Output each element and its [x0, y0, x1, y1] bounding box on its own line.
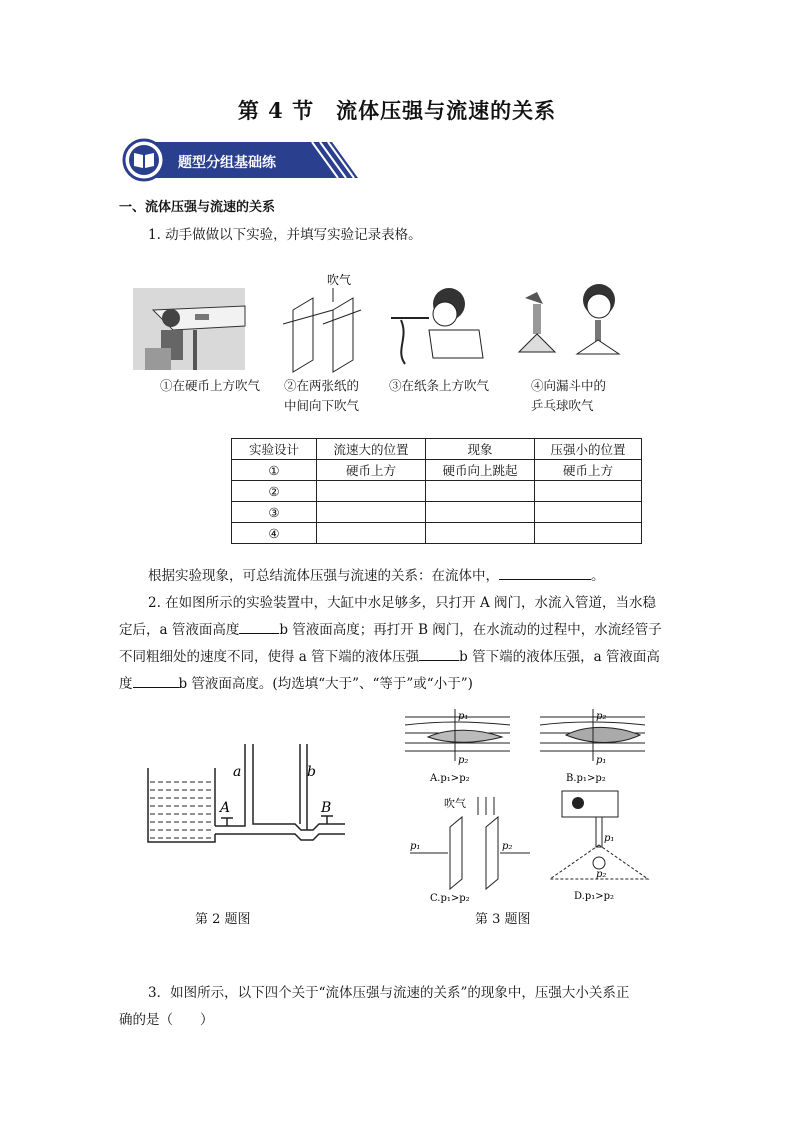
table-header: 压强小的位置 [535, 439, 642, 460]
answer-blank[interactable] [133, 673, 179, 688]
question-2-line1: 2. 在如图所示的实验装置中，大缸中水足够多，只打开 A 阀门，水流入管道，当水稳 [148, 595, 657, 611]
table-row [232, 502, 642, 523]
table-header: 实验设计 [232, 439, 317, 460]
tube-b-label: b [307, 764, 316, 780]
figure-3-caption: 第 3 题图 [475, 912, 531, 927]
table-cell[interactable] [535, 502, 642, 523]
table-header: 现象 [426, 439, 535, 460]
p-label: p₂ [458, 755, 469, 766]
banner-label: 题型分组基础练 [178, 155, 276, 171]
table-cell[interactable] [426, 502, 535, 523]
experiment-table [231, 438, 642, 544]
table-header-row [232, 439, 642, 460]
experiment-illustrations [133, 268, 653, 373]
caption-4-line2: 乒乓球吹气 [531, 398, 594, 413]
panel-b-label: B.p₁>p₂ [566, 773, 606, 784]
p-label: p₁ [604, 833, 615, 844]
figure-3-panels [400, 703, 650, 908]
question-2-line3 [119, 644, 679, 671]
question-3-line2: 确的是（ ） [119, 1012, 214, 1028]
section-heading: 一、流体压强与流速的关系 [119, 200, 276, 215]
caption-4-line1: ④向漏斗中的 [531, 378, 607, 393]
table-row [232, 481, 642, 502]
question-1-text: 1. 动手做做以下实验，并填写实验记录表格。 [148, 227, 422, 243]
page-title: 第 4 节 流体压强与流速的关系 [237, 98, 557, 123]
panel-a-label: A.p₁>p₂ [430, 773, 470, 784]
blow-label: 吹气 [444, 797, 466, 810]
p-label: p₂ [502, 841, 513, 852]
table-row [232, 460, 642, 481]
q2-text: b 管液面高度；再打开 B 阀门，在水流动的过程中，水流经管子 [279, 622, 662, 638]
table-cell[interactable] [426, 481, 535, 502]
q2-text: 定后，a 管液面高度 [119, 622, 240, 638]
table-cell: ② [232, 481, 317, 502]
panel-d-funnel [550, 791, 648, 902]
q2-text: 度 [119, 676, 133, 692]
question-3-line1: 3．如图所示，以下四个关于“流体压强与流速的关系”的现象中，压强大小关系正 [148, 985, 630, 1001]
table-cell[interactable]: 硬币上方 [317, 460, 426, 481]
p-label: p₁ [458, 711, 469, 722]
valve-b-label: B [321, 800, 332, 816]
q2-text: b 管液面高度。(均选填“大于”、“等于”或“小于”) [178, 676, 473, 692]
two-papers-illustration [283, 272, 361, 372]
table-row [232, 523, 642, 544]
funnel-ball-illustration [519, 284, 619, 354]
tube-a-label: a [233, 764, 242, 780]
table-cell[interactable] [317, 502, 426, 523]
question-2-line2 [119, 617, 679, 644]
coin-blowing-illustration [133, 288, 245, 370]
question-2-line4 [119, 671, 679, 698]
conclusion-text: 根据实验现象，可总结流体压强与流速的关系：在流体中， [148, 568, 499, 584]
conclusion-line [148, 563, 708, 590]
table-cell[interactable] [426, 523, 535, 544]
q2-text: b 管下端的液体压强，a 管液面高 [459, 649, 660, 665]
panel-b-wing [540, 709, 645, 784]
table-cell[interactable] [535, 481, 642, 502]
p-label: p₁ [596, 755, 607, 766]
paper-strip-illustration [391, 288, 483, 364]
figure-2-apparatus [145, 740, 355, 850]
table-cell: ③ [232, 502, 317, 523]
table-cell[interactable]: 硬币上方 [535, 460, 642, 481]
table-cell[interactable] [317, 523, 426, 544]
caption-1: ①在硬币上方吹气 [160, 378, 261, 393]
q2-text: 不同粗细处的速度不同，使得 a 管下端的液体压强 [119, 649, 420, 665]
panel-a-wing [405, 709, 510, 784]
answer-blank[interactable] [419, 646, 459, 661]
p-label: p₂ [596, 711, 607, 722]
table-header: 流速大的位置 [317, 439, 426, 460]
table-cell: ④ [232, 523, 317, 544]
table-cell[interactable]: 硬币向上跳起 [426, 460, 535, 481]
caption-2-line1: ②在两张纸的 [284, 378, 360, 393]
p-label: p₂ [596, 869, 607, 880]
caption-2-line2: 中间向下吹气 [284, 398, 360, 413]
p-label: p₁ [410, 841, 421, 852]
caption-3: ③在纸条上方吹气 [389, 378, 490, 393]
table-cell: ① [232, 460, 317, 481]
figure-2-caption: 第 2 题图 [195, 912, 251, 927]
answer-blank[interactable] [239, 619, 279, 634]
answer-blank[interactable] [499, 565, 591, 580]
valve-a-label: A [220, 800, 231, 816]
panel-c-papers [410, 796, 530, 904]
table-cell[interactable] [317, 481, 426, 502]
blow-label: 吹气 [327, 273, 352, 287]
conclusion-end: 。 [591, 568, 605, 584]
panel-c-label: C.p₁>p₂ [430, 893, 470, 904]
panel-d-label: D.p₁>p₂ [574, 891, 615, 902]
table-cell[interactable] [535, 523, 642, 544]
